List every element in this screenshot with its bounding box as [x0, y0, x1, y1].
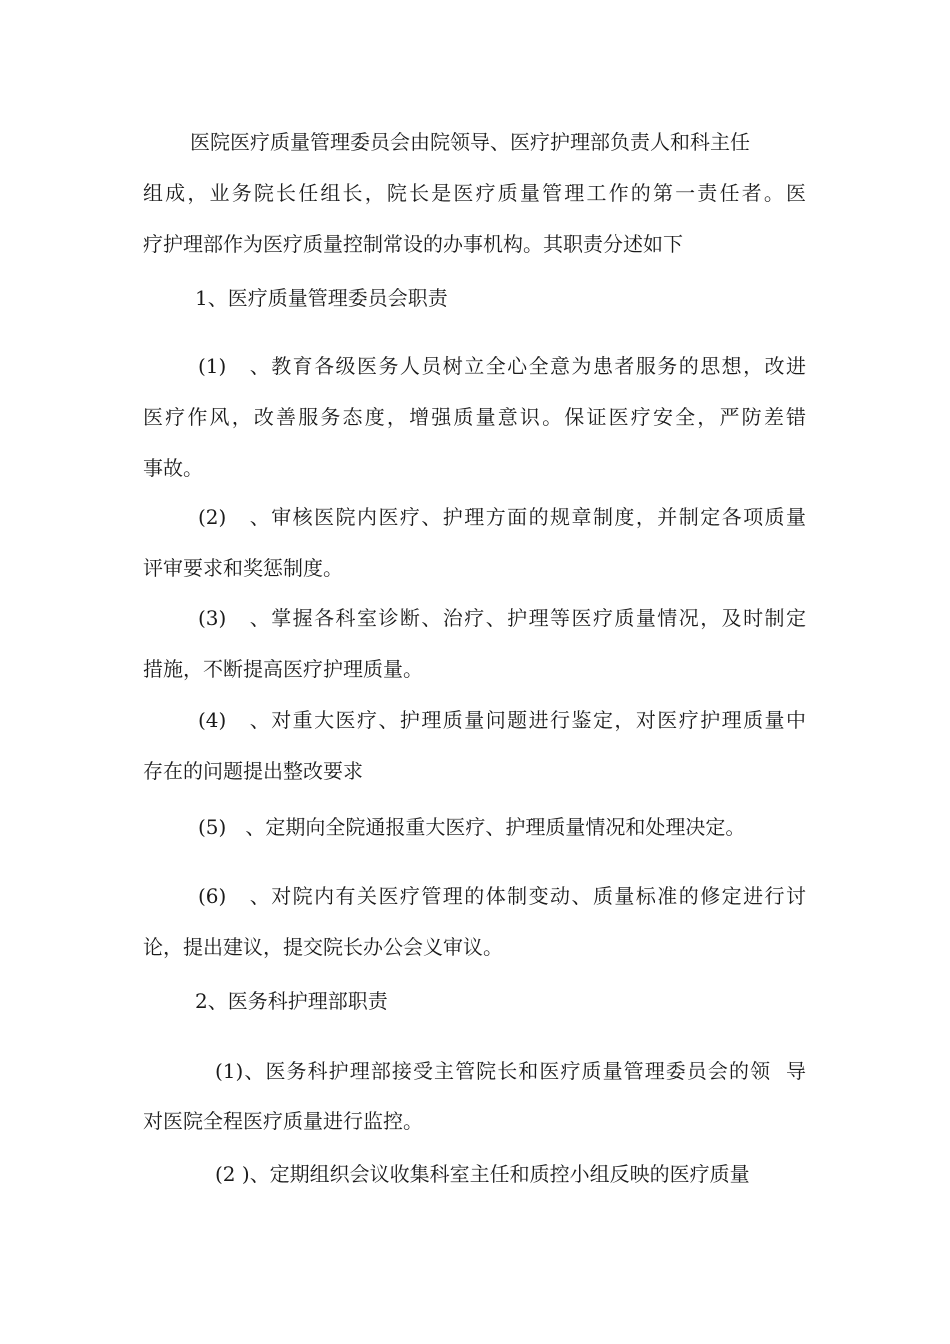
text-line: 论，提出建议，提交院长办公会义审议。	[143, 935, 503, 959]
text-line: (1)、医务科护理部接受主管院长和医疗质量管理委员会的领 导	[215, 1059, 806, 1083]
text-line: (3) 、掌握各科室诊断、治疗、护理等医疗质量情况，及时制定	[198, 606, 806, 630]
text-line: (6) 、对院内有关医疗管理的体制变动、质量标准的修定进行讨	[198, 884, 806, 908]
text-line: (2) 、审核医院内医疗、护理方面的规章制度，并制定各项质量	[198, 505, 806, 529]
text-line: 评审要求和奖惩制度。	[143, 556, 343, 580]
text-line: 组成，业务院长任组长，院长是医疗质量管理工作的第一责任者。医	[143, 181, 806, 205]
text-line: 存在的问题提出整改要求	[143, 759, 363, 783]
text-line: 措施，不断提高医疗护理质量。	[143, 657, 423, 681]
text-line: 医院医疗质量管理委员会由院领导、医疗护理部负责人和科主任	[190, 130, 750, 154]
text-line: 医疗作风，改善服务态度，增强质量意识。保证医疗安全，严防差错	[143, 405, 806, 429]
section-heading-1: 1、医疗质量管理委员会职责	[195, 286, 448, 310]
text-line: 事故。	[143, 456, 203, 480]
text-line: (1) 、教育各级医务人员树立全心全意为患者服务的思想，改进	[198, 354, 806, 378]
text-line: (4) 、对重大医疗、护理质量问题进行鉴定，对医疗护理质量中	[198, 708, 806, 732]
text-line: (2 )、定期组织会议收集科室主任和质控小组反映的医疗质量	[215, 1162, 750, 1186]
text-line: 对医院全程医疗质量进行监控。	[143, 1109, 423, 1133]
text-line: 疗护理部作为医疗质量控制常设的办事机构。其职责分述如下	[143, 232, 683, 256]
section-heading-2: 2、医务科护理部职责	[195, 989, 388, 1013]
text-line: (5) 、定期向全院通报重大医疗、护理质量情况和处理决定。	[198, 815, 746, 839]
